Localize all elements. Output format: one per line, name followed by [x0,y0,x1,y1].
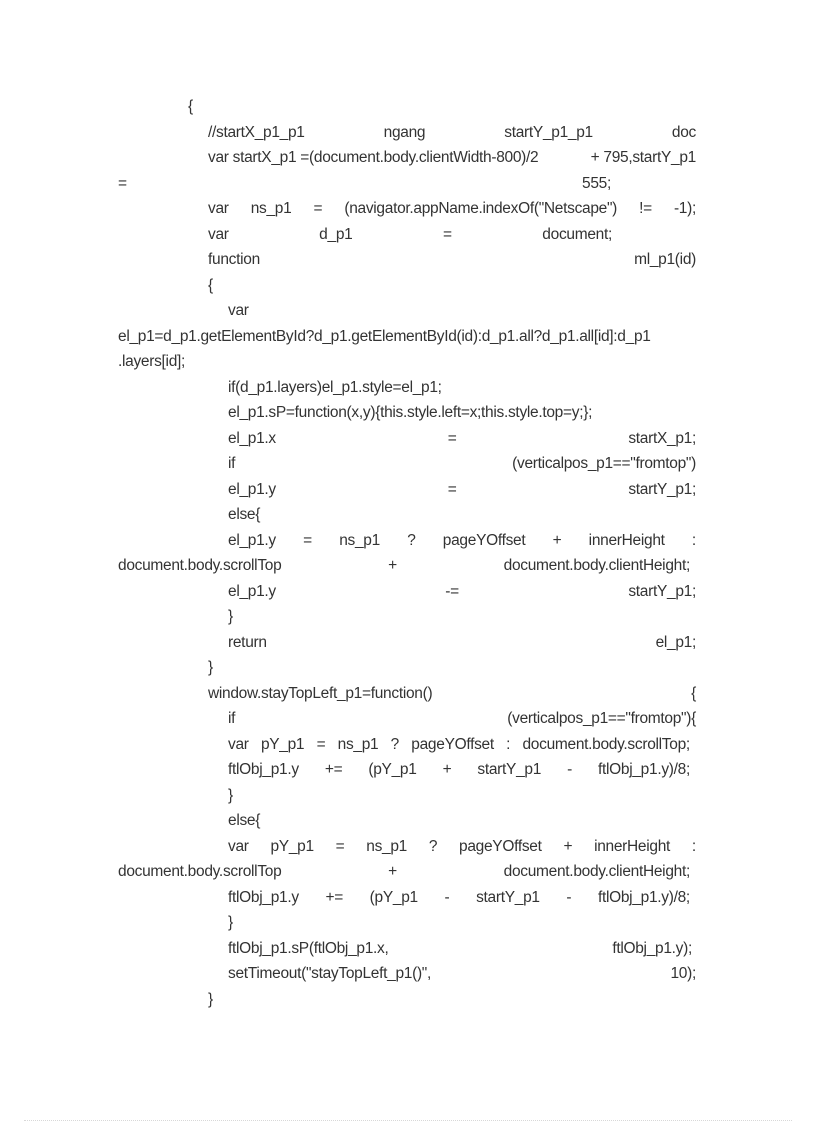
code-token: ? [428,838,438,855]
code-token: ftlObj_p1.sP(ftlObj_p1.x, [228,940,389,957]
code-line [228,400,592,426]
code-line [228,885,690,911]
code-token: + [388,557,397,574]
code-token: (pY_p1 [368,761,417,778]
code-token: startY_p1_p1 [504,124,593,141]
code-line [228,298,249,324]
code-token: 555; [582,175,611,192]
code-token: ftlObj_p1.y); [612,940,692,957]
code-token: ns_p1 [250,200,292,217]
code-line [208,145,696,171]
code-line [228,375,442,401]
code-token: - [566,889,572,906]
code-line [228,477,696,503]
code-token: (pY_p1 [369,889,418,906]
code-token: var startX_p1 =(document.body.clientWidth-800)/2 [208,149,539,166]
code-token: var [208,226,229,243]
code-line [228,936,692,962]
code-line [228,426,696,452]
code-line [228,834,696,860]
code-line [228,732,690,758]
code-token: if [228,455,236,472]
code-token: = [303,532,312,549]
code-line [228,783,233,809]
code-token: document.body.scrollTop [118,557,282,574]
code-token: if [228,710,236,727]
code-line [208,273,213,299]
code-line [208,222,612,248]
code-token: ns_p1 [339,532,380,549]
code-line [228,604,233,630]
code-line [188,94,193,120]
code-token: != [639,200,652,217]
code-line [118,349,185,375]
code-line [208,987,213,1013]
code-token: -1); [673,200,696,217]
code-token: pageYOffset [442,532,526,549]
code-token: + 795,startY_p1 [590,149,696,166]
code-token: window.stayTopLeft_p1=function() [208,685,433,702]
code-line [118,171,611,197]
code-token: : [691,532,696,549]
code-token: el_p1.x [228,430,276,447]
code-token: = [316,736,326,753]
code-line [118,324,651,350]
code-token: } [228,914,233,931]
code-token: if(d_p1.layers)el_p1.style=el_p1; [228,379,442,396]
code-token: startY_p1 [476,889,540,906]
code-token: ? [390,736,399,753]
code-token: } [208,659,213,676]
code-line [228,630,696,656]
code-token: document.body.scrollTop [118,863,282,880]
code-token: : [691,838,696,855]
code-token: el_p1.y [228,532,276,549]
code-token: var [208,200,229,217]
code-token: + [552,532,562,549]
code-token: + [388,863,397,880]
code-token: else{ [228,506,261,523]
code-token: return [228,634,267,651]
code-token: //startX_p1_p1 [208,124,305,141]
code-token: pageYOffset [459,838,542,855]
code-token: .layers[id]; [118,353,186,370]
code-token: += [324,761,343,778]
code-token: ns_p1 [337,736,379,753]
code-token: -= [445,583,459,600]
code-token: document; [542,226,612,243]
code-token: = [447,430,457,447]
code-line [228,528,696,554]
code-token: var [228,302,249,319]
code-token: ? [407,532,416,549]
code-line [228,451,696,477]
code-token: ngang [383,124,426,141]
code-token: + [442,761,452,778]
code-line [228,961,696,987]
code-token: el_p1.sP=function(x,y){this.style.left=x;this.style.top=y;}; [228,404,593,421]
code-token: document.body.scrollTop; [522,736,690,753]
code-token: = [447,481,457,498]
code-token: + [563,838,573,855]
code-token: ftlObj_p1.y [228,889,299,906]
code-token: el_p1; [655,634,696,651]
code-token: ftlObj_p1.y)/8; [597,761,690,778]
code-token: innerHeight [594,838,671,855]
code-token: } [228,787,233,804]
code-token: var [228,736,249,753]
code-line [118,859,690,885]
code-token: { [691,685,696,702]
code-token: ftlObj_p1.y [228,761,299,778]
code-token: = [443,226,452,243]
code-line [208,655,213,681]
code-token: doc [671,124,696,141]
code-line [208,681,696,707]
code-token: document.body.clientHeight; [503,863,690,880]
code-token: (navigator.appName.indexOf("Netscape") [344,200,618,217]
code-line [228,757,690,783]
code-token: - [444,889,450,906]
page-divider [24,1120,792,1121]
code-token: function [208,251,260,268]
code-token: document.body.clientHeight; [503,557,690,574]
code-line [228,502,260,528]
code-token: startX_p1; [628,430,696,447]
code-token: el_p1=d_p1.getElementById?d_p1.getElementById(id):d_p1.all?d_p1.all[id]:d_p1 [118,328,651,345]
code-token: { [188,98,193,115]
code-token: pY_p1 [270,838,314,855]
code-token: el_p1.y [228,583,276,600]
code-token: setTimeout("stayTopLeft_p1()", [228,965,432,982]
code-token: ftlObj_p1.y)/8; [597,889,690,906]
code-token: ns_p1 [366,838,407,855]
code-token: = [335,838,345,855]
code-token: - [567,761,572,778]
code-token: startY_p1 [477,761,542,778]
code-token: else{ [228,812,261,829]
code-token: = [118,175,127,192]
code-token: = [313,200,323,217]
code-line [228,579,696,605]
code-line [228,808,260,834]
code-token: pY_p1 [260,736,305,753]
code-line [228,706,696,732]
code-token: d_p1 [319,226,353,243]
code-token: (verticalpos_p1=="fromtop") [512,455,696,472]
code-line [208,120,696,146]
code-token: += [325,889,343,906]
code-token: ml_p1(id) [634,251,696,268]
code-token: innerHeight [588,532,665,549]
code-token: 10); [670,965,696,982]
code-token: { [208,277,213,294]
code-token: } [208,991,213,1008]
code-token: startY_p1; [628,481,696,498]
code-line [228,910,233,936]
code-token: el_p1.y [228,481,276,498]
code-token: } [228,608,233,625]
code-token: pageYOffset [411,736,494,753]
code-token: startY_p1; [628,583,696,600]
code-line [208,247,696,273]
code-token: (verticalpos_p1=="fromtop"){ [507,710,696,727]
code-token: : [506,736,511,753]
code-line [118,553,690,579]
code-line [208,196,696,222]
code-token: var [228,838,249,855]
